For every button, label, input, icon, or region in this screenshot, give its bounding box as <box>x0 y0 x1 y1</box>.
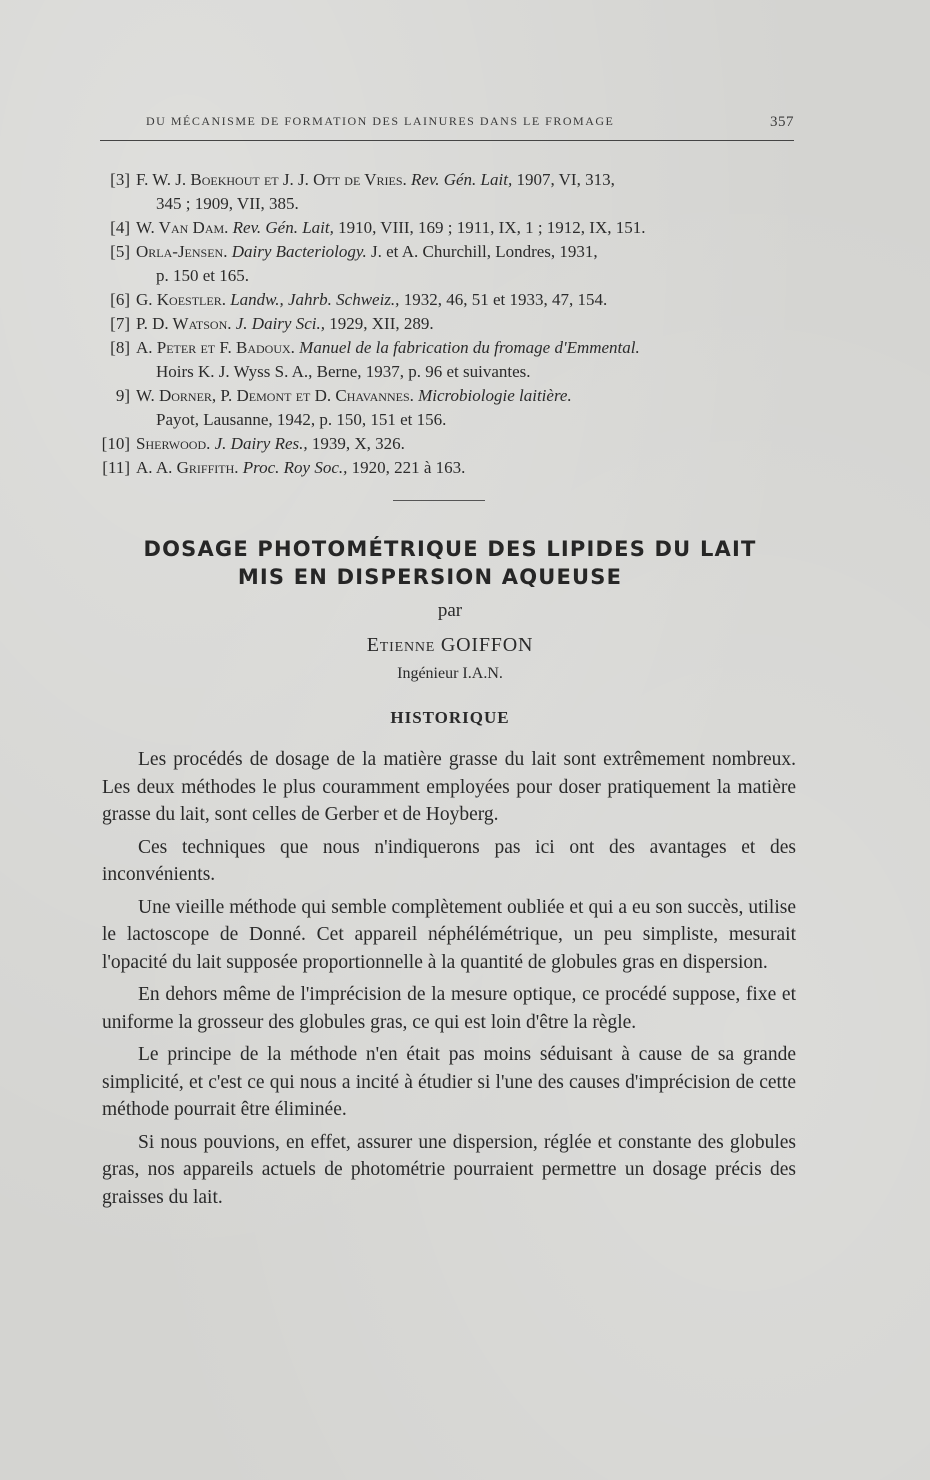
reference-item <box>98 456 798 480</box>
article-title-line-2: MIS EN DISPERSION AQUEUSE <box>237 565 623 589</box>
reference-number: [3] <box>110 170 130 189</box>
author-name <box>100 634 800 657</box>
reference-item <box>98 312 798 336</box>
author-name-text: Etienne GOIFFON <box>366 634 534 656</box>
reference-journal: Proc. Roy Soc., <box>242 458 348 477</box>
paragraph: Le principe de la méthode n'en était pas moins séduisant à cause de sa grande simplicité, et c'est ce qui nous a incité à étudier si l'une des causes d'imprécision de cette méthode pourrait être éliminée. <box>102 1044 796 1120</box>
running-header <box>146 114 794 131</box>
reference-item <box>98 168 798 216</box>
reference-journal: Rev. Gén. Lait, <box>411 170 513 189</box>
reference-journal: J. Dairy Sci., <box>235 314 325 333</box>
reference-item <box>98 336 798 384</box>
reference-journal: Manuel de la fabrication du fromage d'Emmental. <box>299 338 640 357</box>
body-text <box>102 746 796 1216</box>
reference-details: 1920, 221 à 163. <box>351 458 466 477</box>
reference-details: 1939, X, 326. <box>311 434 405 453</box>
reference-number: [4] <box>110 218 130 237</box>
reference-details: 1932, 46, 51 et 1933, 47, 154. <box>403 290 608 309</box>
header-rule <box>100 140 794 141</box>
reference-number: [7] <box>110 314 130 333</box>
reference-journal: Dairy Bacteriology. <box>231 242 367 261</box>
reference-author: Sherwood. <box>136 434 211 453</box>
section-heading: HISTORIQUE <box>390 708 510 727</box>
reference-details: 1910, VIII, 169 ; 1911, IX, 1 ; 1912, IX, 151. <box>338 218 646 237</box>
reference-number: 9] <box>115 386 130 405</box>
article-title-line-1: DOSAGE PHOTOMÉTRIQUE DES LIPIDES DU LAIT <box>143 537 757 561</box>
paragraph: Une vieille méthode qui semble complètement oubliée et qui a eu son succès, utilise le lactoscope de Donné. Cet appareil néphélémétrique, un peu simpliste, mesurait l'opacité du lait supposée proportionnelle à la quantité de globules gras en dispersion. <box>102 896 796 973</box>
article-title <box>100 535 800 591</box>
reference-item <box>98 240 798 288</box>
reference-author: A. A. Griffith. <box>136 458 239 477</box>
reference-details: 1907, VI, 313, <box>516 170 615 189</box>
reference-number: [8] <box>110 338 130 357</box>
reference-continuation: Payot, Lausanne, 1942, p. 150, 151 et 156. <box>156 410 447 429</box>
page-number: 357 <box>770 114 794 130</box>
byline-par: par <box>437 600 463 621</box>
paragraph: En dehors même de l'imprécision de la mesure optique, ce procédé suppose, fixe et uniforme la grosseur des globules gras, ce qui est loin d'être la règle. <box>102 984 796 1033</box>
reference-number: [6] <box>110 290 130 309</box>
reference-journal: Microbiologie laitière. <box>418 386 572 405</box>
reference-continuation: 345 ; 1909, VII, 385. <box>156 194 299 213</box>
reference-item <box>98 384 798 432</box>
author-role: Ingénieur I.A.N. <box>397 665 503 682</box>
reference-continuation: p. 150 et 165. <box>156 266 250 285</box>
reference-author: W. Dorner, P. Demont et D. Chavannes. <box>136 386 414 405</box>
paragraph: Les procédés de dosage de la matière grasse du lait sont extrêmement nombreux. Les deux méthodes le plus couramment employées pour doser pratiquement la matière grasse du lait, sont celles de Gerber et de Hoyberg. <box>102 749 796 825</box>
paragraph: Ces techniques que nous n'indiquerons pas ici ont des avantages et des inconvénients. <box>102 836 796 885</box>
reference-details: 1929, XII, 289. <box>329 314 434 333</box>
reference-author: P. D. Watson. <box>136 314 232 333</box>
paragraph: Si nous pouvions, en effet, assurer une dispersion, réglée et constante des globules gras, nos appareils actuels de photométrie pourraient permettre un dosage précis des graisses du lait. <box>102 1131 796 1208</box>
reference-author: W. Van Dam. <box>136 218 229 237</box>
reference-journal: J. Dairy Res., <box>214 434 308 453</box>
reference-details: J. et A. Churchill, Londres, 1931, <box>371 242 598 261</box>
reference-item <box>98 216 798 240</box>
section-divider <box>393 500 485 501</box>
reference-item <box>98 432 798 456</box>
reference-number: [5] <box>110 242 130 261</box>
reference-continuation: Hoirs K. J. Wyss S. A., Berne, 1937, p. 96 et suivantes. <box>156 362 531 381</box>
reference-journal: Rev. Gén. Lait, <box>232 218 334 237</box>
reference-list <box>98 168 798 480</box>
reference-number: [11] <box>102 458 130 477</box>
reference-author: F. W. J. Boekhout et J. J. Ott de Vries. <box>136 170 407 189</box>
reference-journal: Landw., Jahrb. Schweiz., <box>230 290 400 309</box>
reference-author: G. Koestler. <box>136 290 226 309</box>
reference-author: A. Peter et F. Badoux. <box>136 338 295 357</box>
reference-author: Orla-Jensen. <box>136 242 228 261</box>
reference-number: [10] <box>101 434 130 453</box>
reference-item <box>98 288 798 312</box>
running-title: DU MÉCANISME DE FORMATION DES LAINURES DANS LE FROMAGE <box>146 114 615 128</box>
